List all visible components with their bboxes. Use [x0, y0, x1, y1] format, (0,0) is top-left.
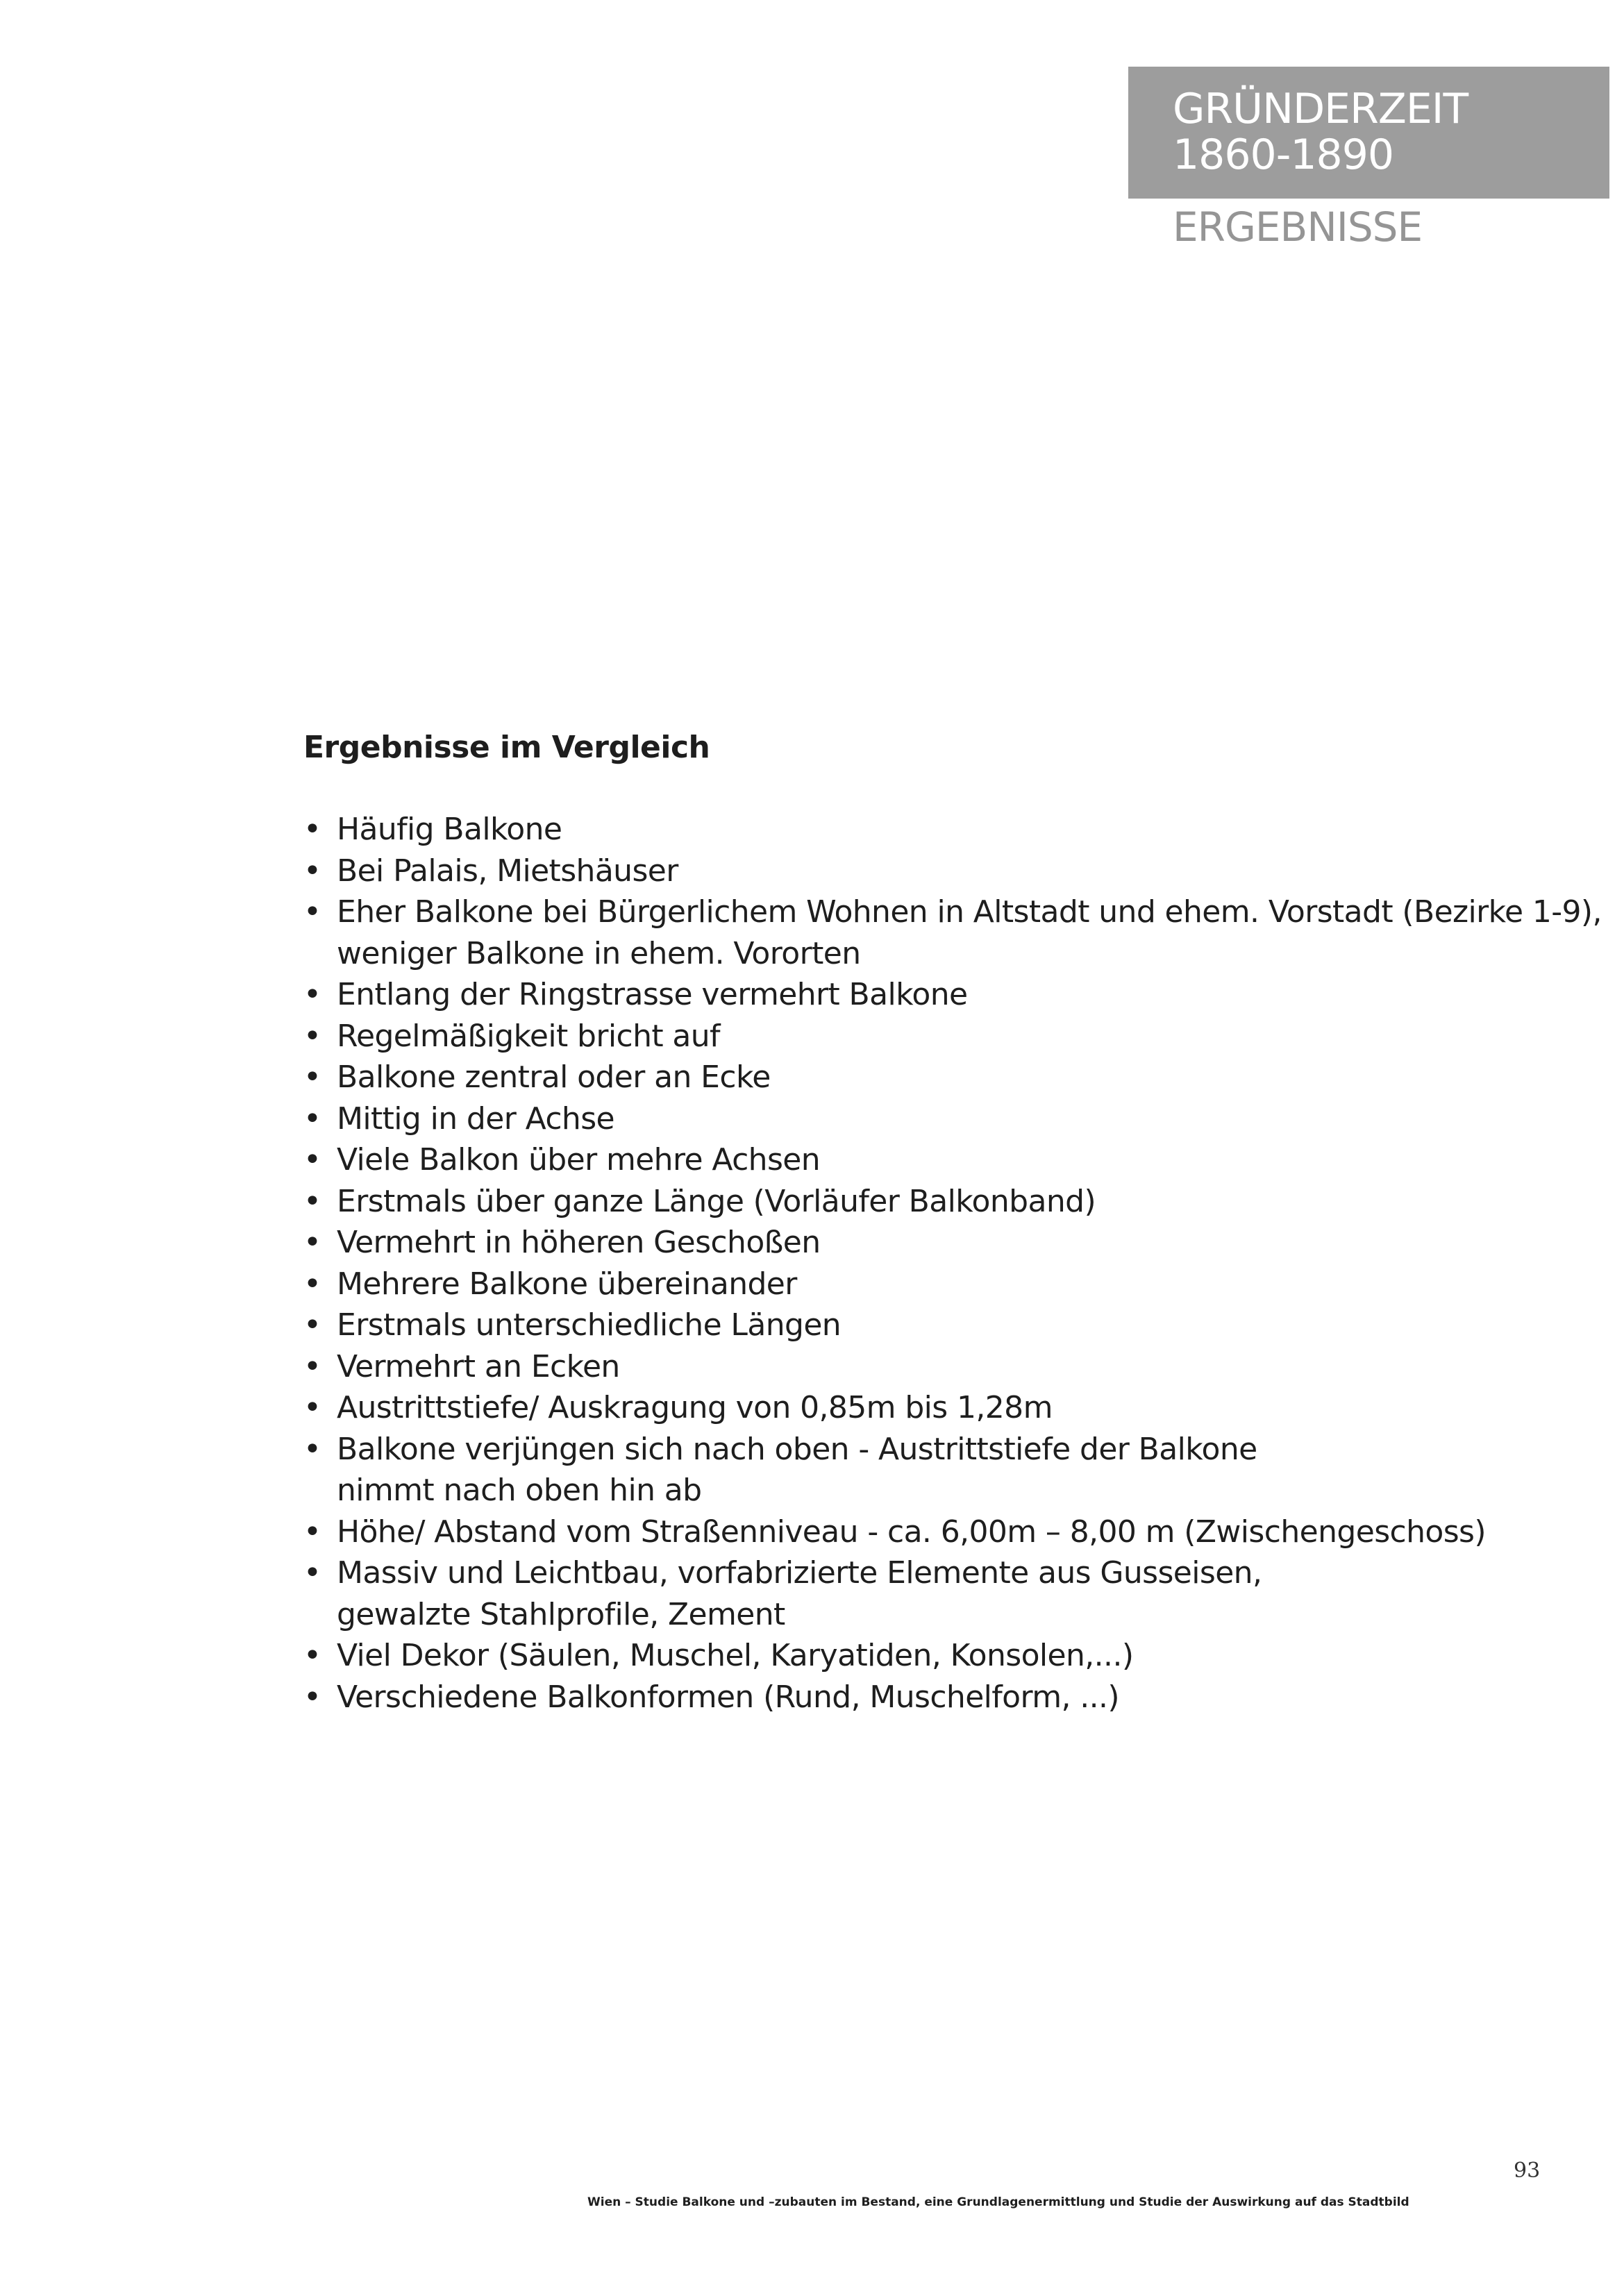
- list-item: [303, 1181, 1553, 1223]
- list-item-text: Regelmäßigkeit bricht auf: [337, 1018, 720, 1054]
- list-item-text: Bei Palais, Mietshäuser: [337, 853, 678, 889]
- bullet-icon: •: [303, 1348, 321, 1384]
- bullet-icon: •: [303, 977, 321, 1012]
- list-item-text: Entlang der Ringstrasse vermehrt Balkone: [337, 977, 968, 1012]
- page-number: 93: [1514, 2159, 1541, 2183]
- list-item-text: Höhe/ Abstand vom Straßenniveau - ca. 6,00m – 8,00 m (Zwischengeschoss): [337, 1514, 1486, 1550]
- list-item-text: Massiv und Leichtbau, vorfabrizierte Elemente aus Gusseisen,: [337, 1555, 1262, 1591]
- section-heading: Ergebnisse im Vergleich: [303, 730, 710, 765]
- bullet-icon: •: [303, 1679, 321, 1715]
- results-bullet-list: [303, 809, 1602, 1718]
- list-item: [303, 1677, 1553, 1718]
- list-item: [303, 1222, 1553, 1264]
- list-item-text: Verschiedene Balkonformen (Rund, Muschelform, ...): [337, 1679, 1119, 1715]
- bullet-icon: •: [303, 1059, 321, 1095]
- bullet-icon: •: [303, 1390, 321, 1425]
- bullet-icon: •: [303, 1100, 321, 1137]
- bullet-icon: •: [303, 853, 321, 889]
- list-item-text: Vermehrt an Ecken: [337, 1348, 620, 1384]
- bullet-icon: •: [303, 1142, 321, 1178]
- footer-citation: Wien – Studie Balkone und –zubauten im Bestand, eine Grundlagenermittlung und Studie der Auswirkung auf das Stadtbild: [587, 2195, 1409, 2209]
- list-item: [303, 1139, 1553, 1181]
- list-item-text: Balkone verjüngen sich nach oben - Austrittstiefe der Balkone: [337, 1431, 1257, 1467]
- bullet-icon: •: [303, 1183, 321, 1219]
- list-item-text: Vermehrt in höheren Geschoßen: [337, 1225, 821, 1260]
- list-item: [303, 974, 1553, 1016]
- list-item-text: Erstmals über ganze Länge (Vorläufer Balkonband): [337, 1183, 1096, 1219]
- list-item: [303, 1387, 1553, 1429]
- list-item: [303, 1264, 1553, 1305]
- bullet-icon: •: [303, 1555, 321, 1591]
- list-item-text: Austrittstiefe/ Auskragung von 0,85m bis 1,28m: [337, 1390, 1053, 1425]
- list-item: [303, 1429, 1553, 1511]
- chapter-header-box: [1128, 67, 1609, 199]
- list-item-text: Viel Dekor (Säulen, Muschel, Karyatiden, Konsolen,...): [337, 1638, 1134, 1673]
- list-item-text: Häufig Balkone: [337, 812, 562, 847]
- list-item-text: Viele Balkon über mehre Achsen: [337, 1142, 821, 1178]
- bullet-icon: •: [303, 1225, 321, 1260]
- list-item: [303, 1016, 1553, 1057]
- list-item: [303, 1635, 1553, 1677]
- list-item: [303, 1098, 1553, 1140]
- bullet-icon: •: [303, 1638, 321, 1673]
- bullet-icon: •: [303, 894, 321, 930]
- list-item: [303, 1552, 1553, 1635]
- list-item: [303, 850, 1553, 892]
- list-item-text: Erstmals unterschiedliche Längen: [337, 1307, 842, 1343]
- list-item-text: weniger Balkone in ehem. Vororten: [337, 935, 861, 971]
- chapter-title-line-1: GRÜNDERZEIT: [1173, 85, 1468, 133]
- list-item-text: Mehrere Balkone übereinander: [337, 1266, 797, 1302]
- bullet-icon: •: [303, 1307, 321, 1343]
- bullet-icon: •: [303, 812, 321, 847]
- list-item: [303, 809, 1553, 850]
- bullet-icon: •: [303, 1431, 321, 1467]
- list-item: [303, 1057, 1553, 1098]
- bullet-icon: •: [303, 1266, 321, 1302]
- bullet-icon: •: [303, 1018, 321, 1054]
- chapter-title-line-2: 1860-1890: [1173, 131, 1394, 179]
- list-item: [303, 1511, 1553, 1553]
- list-item-text: Mittig in der Achse: [337, 1100, 615, 1137]
- list-item: [303, 891, 1602, 974]
- list-item-text: nimmt nach oben hin ab: [337, 1473, 702, 1508]
- bullet-icon: •: [303, 1514, 321, 1550]
- list-item: [303, 1346, 1553, 1388]
- chapter-subtitle: ERGEBNISSE: [1173, 203, 1423, 251]
- list-item-text: gewalzte Stahlprofile, Zement: [337, 1596, 785, 1632]
- list-item: [303, 1305, 1553, 1346]
- list-item-text: Eher Balkone bei Bürgerlichem Wohnen in Altstadt und ehem. Vorstadt (Bezirke 1-9),: [337, 894, 1602, 930]
- list-item-text: Balkone zentral oder an Ecke: [337, 1059, 771, 1095]
